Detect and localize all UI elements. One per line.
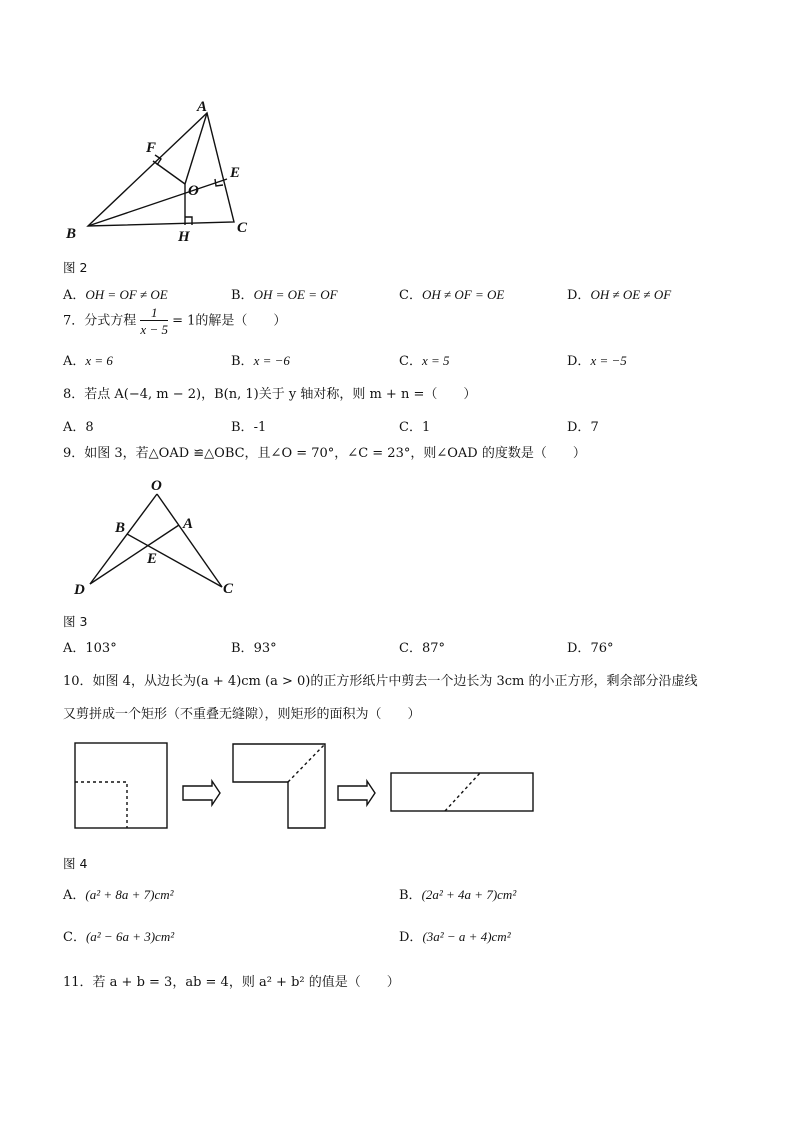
segment-cb <box>127 534 222 587</box>
segment-be <box>88 179 227 226</box>
q6-option-d[interactable] <box>567 284 671 303</box>
square-paper <box>75 743 167 828</box>
option-text: 76° <box>590 641 614 656</box>
q6-option-a[interactable] <box>63 284 168 303</box>
q7-option-b[interactable] <box>231 350 290 369</box>
option-text: (a² + 8a + 7)cm² <box>85 887 174 902</box>
option-letter: D． <box>567 641 591 656</box>
option-letter: D． <box>567 354 591 369</box>
option-letter: A． <box>63 888 86 903</box>
label-c: C <box>237 220 248 236</box>
q6-option-c[interactable] <box>399 284 504 303</box>
label-b: B <box>66 226 77 242</box>
label-a: A <box>183 516 194 532</box>
q7-suffix: = 1的解是（ ） <box>172 313 287 329</box>
segment-od <box>90 494 157 584</box>
triangle-abc <box>88 113 234 226</box>
figure-4-caption: 图 4 <box>63 856 88 871</box>
option-letter: C． <box>399 420 422 435</box>
q10-question-line2: 又剪拼成一个矩形（不重叠无缝隙），则矩形的面积为（ ） <box>63 707 421 722</box>
option-text: x = −5 <box>590 353 627 368</box>
option-text: (a² − 6a + 3)cm² <box>85 929 175 944</box>
option-letter: D． <box>567 420 591 435</box>
q10-option-d[interactable] <box>399 926 511 945</box>
q10-question-line1: 10．如图 4，从边长为(a + 4)cm (a > 0)的正方形纸片中剪去一个边长为 3cm 的小正方形，剩余部分沿虚线 <box>63 674 698 689</box>
q10-option-c[interactable] <box>63 926 174 945</box>
label-e: E <box>230 165 241 181</box>
option-letter: B． <box>399 888 422 903</box>
q7-fraction <box>140 306 168 336</box>
q7-denominator: x − 5 <box>140 322 168 337</box>
option-text: x = −6 <box>253 353 290 368</box>
label-f: F <box>146 140 157 156</box>
q7-prefix: 7．分式方程 <box>63 313 137 329</box>
figure-3-caption: 图 3 <box>63 614 88 629</box>
option-letter: A． <box>63 354 86 369</box>
q7-option-c[interactable] <box>399 350 450 369</box>
option-letter: A． <box>63 420 86 435</box>
option-letter: B． <box>231 288 254 303</box>
option-text: x = 5 <box>421 353 450 368</box>
option-letter: B． <box>231 354 254 369</box>
option-letter: C． <box>399 641 422 656</box>
option-text: (2a² + 4a + 7)cm² <box>421 887 517 902</box>
figure-2-caption: 图 2 <box>63 260 88 275</box>
option-text: x = 6 <box>85 353 113 368</box>
option-text: -1 <box>253 420 267 435</box>
q9-option-c[interactable] <box>399 637 445 656</box>
q7-question <box>63 306 286 336</box>
option-text: 1 <box>421 420 431 435</box>
option-letter: D． <box>399 930 423 945</box>
option-letter: D． <box>567 288 591 303</box>
option-text: OH ≠ OE ≠ OF <box>590 287 672 302</box>
label-e: E <box>147 551 158 567</box>
label-h: H <box>178 229 190 245</box>
option-letter: B． <box>231 641 254 656</box>
q8-option-c[interactable] <box>399 416 430 435</box>
label-b: B <box>115 520 126 536</box>
figure-4-paper-cutting <box>70 738 540 836</box>
q7-numerator: 1 <box>140 306 168 321</box>
cut-line-small-square <box>75 782 127 828</box>
q7-option-d[interactable] <box>567 350 627 369</box>
q8-question: 8．若点 A(−4, m − 2)，B(n, 1)关于 y 轴对称，则 m + n =（ ） <box>63 387 477 402</box>
label-c: C <box>223 581 234 597</box>
q9-option-d[interactable] <box>567 637 613 656</box>
arrow-right-2 <box>338 781 375 805</box>
option-letter: A． <box>63 641 86 656</box>
q10-option-a[interactable] <box>63 884 174 903</box>
q11-question: 11．若 a + b = 3，ab = 4，则 a² + b² 的值是（ ） <box>63 975 400 990</box>
option-text: 87° <box>421 641 445 656</box>
cut-line-diagonal-1 <box>288 744 325 782</box>
option-text: (3a² − a + 4)cm² <box>422 929 511 944</box>
option-letter: B． <box>231 420 254 435</box>
label-d: D <box>74 582 85 598</box>
option-text: 7 <box>590 420 599 435</box>
q9-option-a[interactable] <box>63 637 117 656</box>
q9-option-b[interactable] <box>231 637 277 656</box>
option-letter: C． <box>63 930 86 945</box>
q8-option-b[interactable] <box>231 416 266 435</box>
q6-option-b[interactable] <box>231 284 338 303</box>
l-shape-piece <box>233 744 325 828</box>
q8-option-d[interactable] <box>567 416 599 435</box>
option-letter: C． <box>399 354 422 369</box>
cut-line-diagonal-2 <box>445 773 480 811</box>
figure-3-triangles <box>65 472 250 602</box>
label-o: O <box>188 183 199 199</box>
option-text: OH ≠ OF = OE <box>421 287 505 302</box>
label-a: A <box>197 99 208 115</box>
q8-option-a[interactable] <box>63 416 94 435</box>
arrow-right-1 <box>183 781 220 805</box>
option-text: OH = OF ≠ OE <box>85 287 168 302</box>
q7-option-a[interactable] <box>63 350 113 369</box>
segment-oc <box>157 494 222 587</box>
option-text: 8 <box>85 420 94 435</box>
q9-question: 9．如图 3，若△OAD ≌△OBC，且∠O = 70°，∠C = 23°，则∠OAD 的度数是（ ） <box>63 446 586 461</box>
option-letter: A． <box>63 288 86 303</box>
option-text: 103° <box>85 641 117 656</box>
option-letter: C． <box>399 288 422 303</box>
option-text: 93° <box>253 641 277 656</box>
label-o: O <box>151 478 162 494</box>
option-text: OH = OE = OF <box>253 287 338 302</box>
segment-da <box>90 525 179 584</box>
q10-option-b[interactable] <box>399 884 516 903</box>
figure-2-triangle <box>60 95 270 250</box>
